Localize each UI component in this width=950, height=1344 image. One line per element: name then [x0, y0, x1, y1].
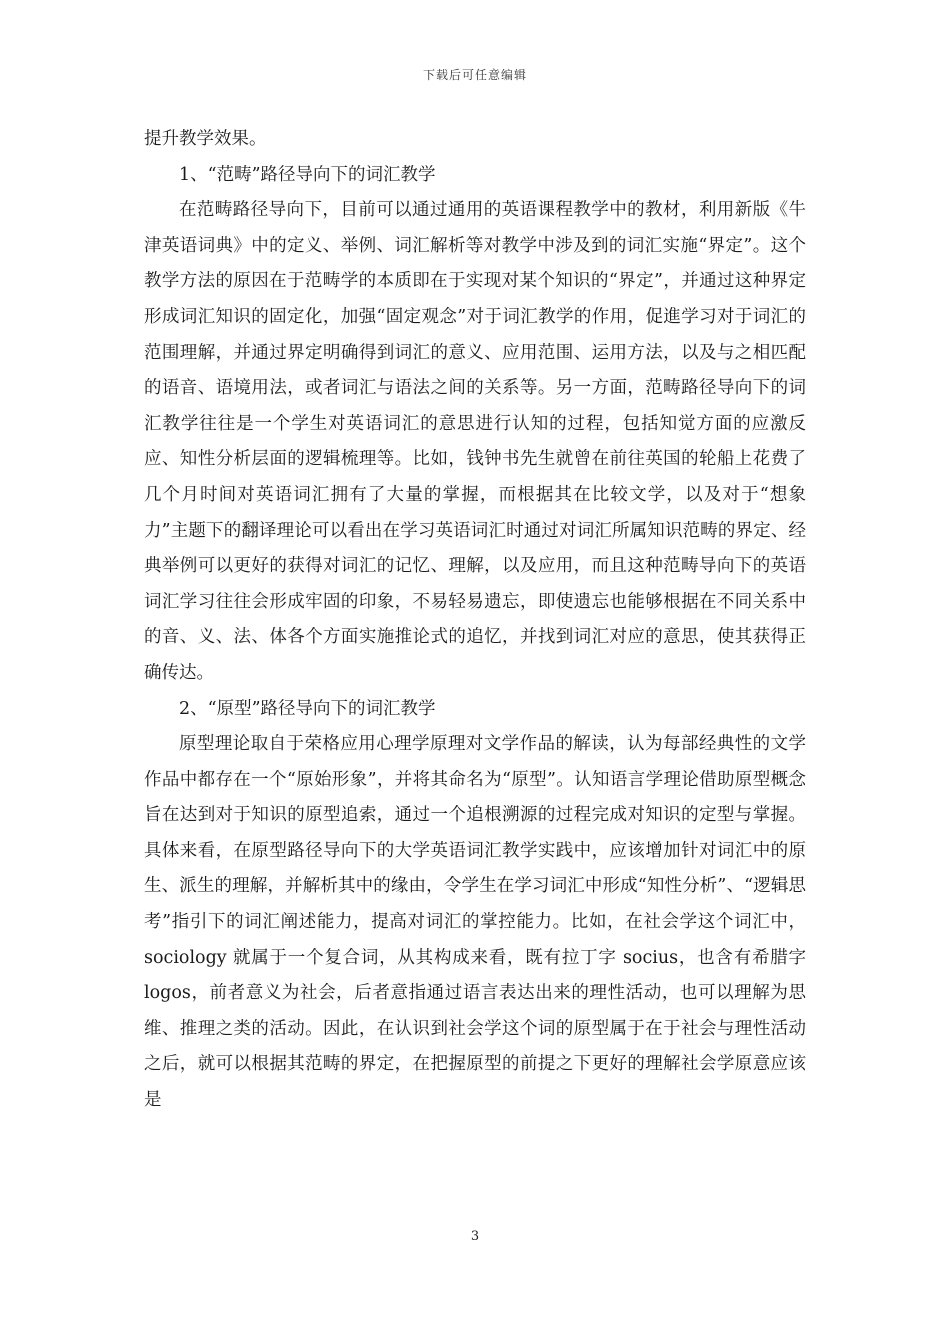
section-heading-2: 2、“原型”路径导向下的词汇教学: [179, 698, 436, 719]
page-number: 3: [470, 1229, 480, 1244]
paragraph-continuation: 提升教学效果。: [144, 129, 267, 149]
paragraph-category-path: 在范畴路径导向下，目前可以通过通用的英语课程教学中的教材，利用新版《牛津英语词典》中的定义、举例、词汇解析等对教学中涉及到的词汇实施“界定”。这个教学方法的原因在于范畴学的本质即在于实现对某个知识的“界定”，并通过这种界定形成词汇知识的固定化，加强“固定观念”对于词汇教学的作用，促進学习对于词汇的范围理解，并通过界定明确得到词汇的意义、应用范围、运用方法，以及与之相匹配的语音、语境用法，或者词汇与语法之间的关系等。另一方面，范畴路径导向下的词汇教学往往是一个学生对英语词汇的意思进行认知的过程，包括知觉方面的应激反应、知性分析层面的逻辑梳理等。比如，钱钟书先生就曾在前往英国的轮船上花费了几个月时间对英语词汇拥有了大量的掌握，而根据其在比较文学，以及对于“想象力”主题下的翻译理论可以看出在学习英语词汇时通过对词汇所属知识范畴的界定、经典举例可以更好的获得对词汇的记忆、理解，以及应用，而且这种范畴导向下的英语词汇学习往往会形成牢固的印象，不易轻易遗忘，即使遗忘也能够根据在不同关系中的音、义、法、体各个方面实施推论式的追忆，并找到词汇对应的意思，使其获得正确传达。: [144, 200, 806, 683]
section-heading-1: 1、“范畴”路径导向下的词汇教学: [179, 164, 436, 185]
page-header: 下载后可任意编辑: [422, 68, 527, 82]
paragraph-prototype-path: 原型理论取自于荣格应用心理学原理对文学作品的解读，认为每部经典性的文学作品中都存在一个“原始形象”，并将其命名为“原型”。认知语言学理论借助原型概念旨在达到对于知识的原型追索，通过一个追根溯源的过程完成对知识的定型与掌握。具体来看，在原型路径导向下的大学英语词汇教学实践中，应该增加针对词汇中的原生、派生的理解，并解析其中的缘由，令学生在学习词汇中形成“知性分析”、“逻辑思考”指引下的词汇阐述能力，提高对词汇的掌控能力。比如，在社会学这个词汇中，sociology 就属于一个复合词，从其构成来看，既有拉丁字 socius，也含有希腊字 logos，前者意义为社会，后者意指通过语言表达出来的理性活动，也可以理解为思维、推理之类的活动。因此，在认识到社会学这个词的原型属于在于社会与理性活动之后，就可以根据其范畴的界定，在把握原型的前提之下更好的理解社会学原意应该是: [144, 734, 806, 1111]
document-body: [144, 122, 806, 1119]
